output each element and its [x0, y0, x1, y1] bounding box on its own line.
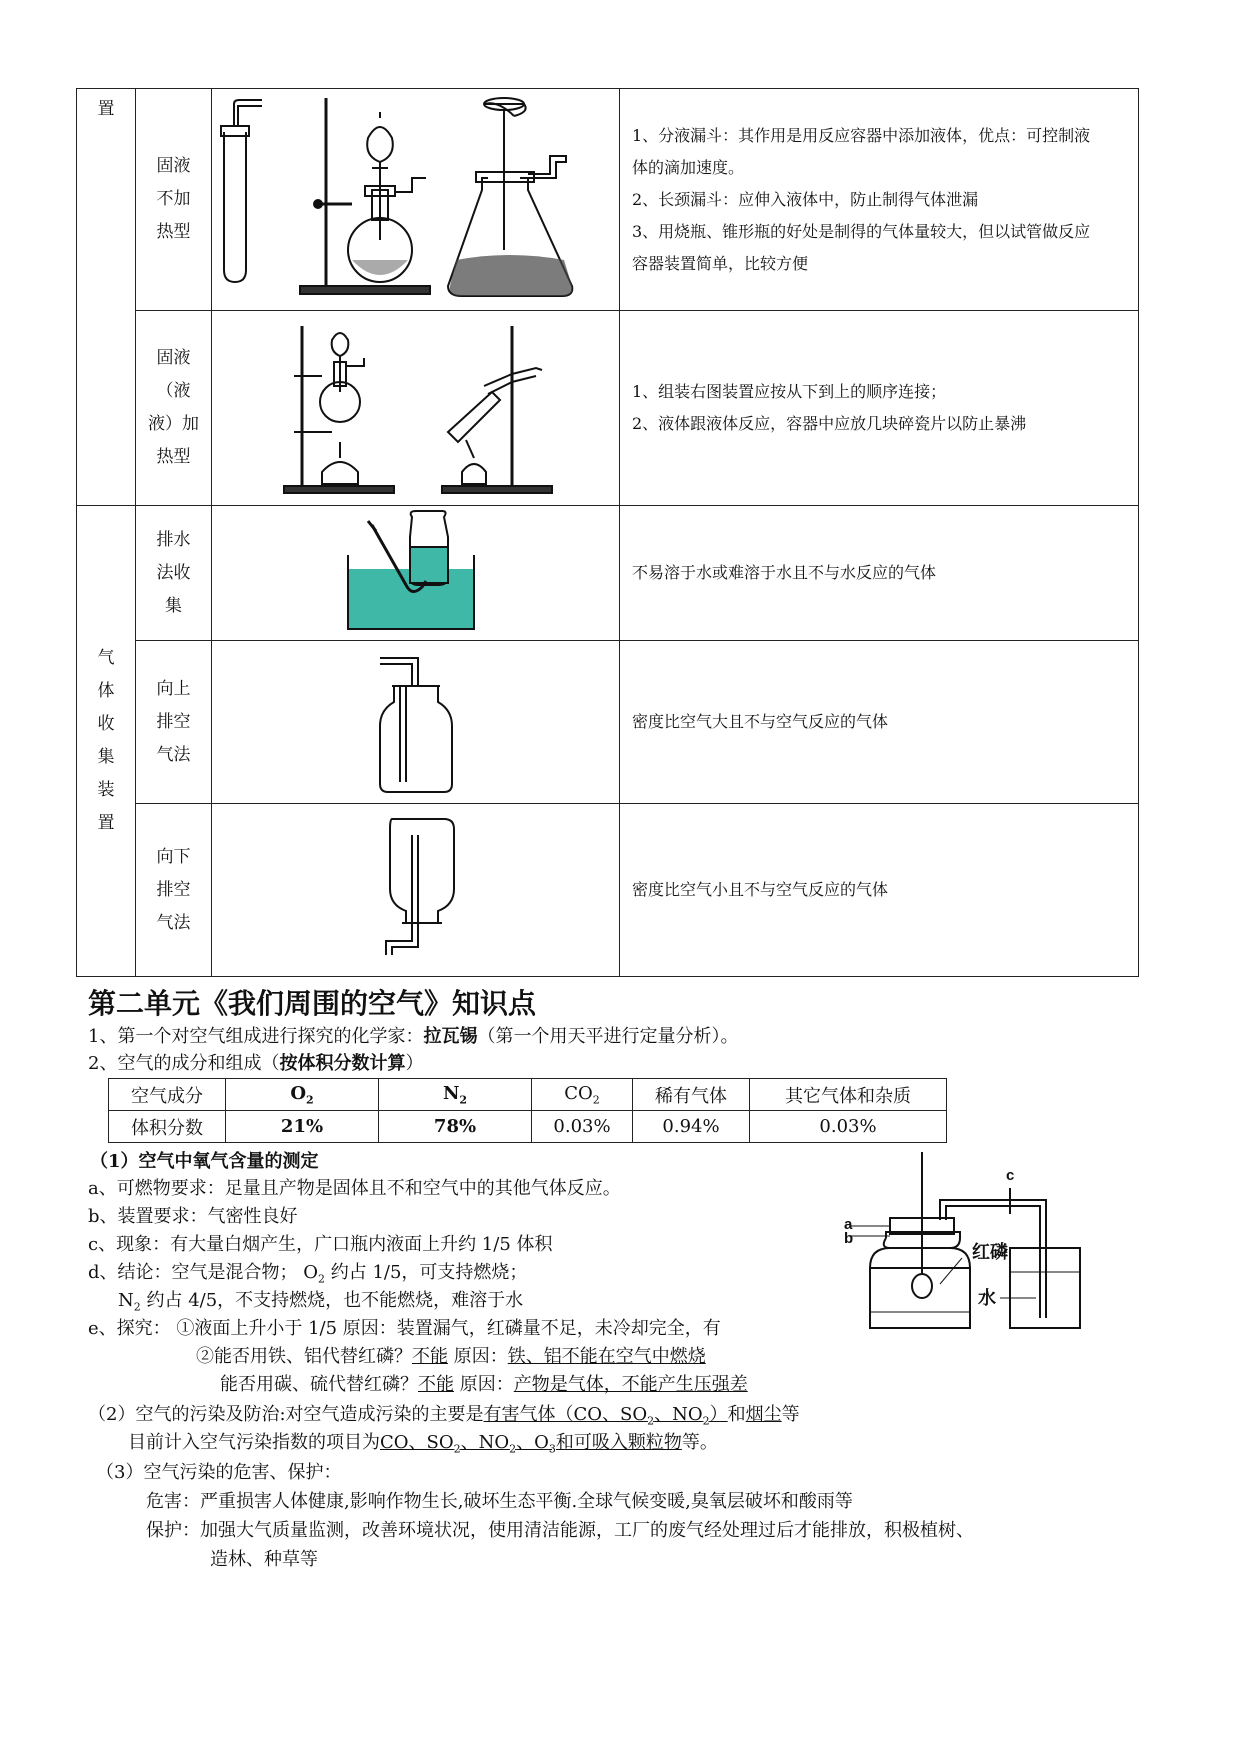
section-1-e3: 能否用碳、硫代替红磷？不能 原因：产物是气体，不能产生压强差 — [220, 1374, 748, 1395]
label-line: 排水 — [156, 529, 191, 550]
composition-row-label: 体积分数 — [109, 1111, 226, 1143]
subtype-solid-liquid-heated — [136, 311, 212, 506]
label-line: 热型 — [156, 447, 191, 467]
value-o2: 21% — [226, 1111, 379, 1143]
label-line: 向下 — [156, 846, 191, 867]
subtype-solid-liquid-unheated — [136, 89, 212, 311]
label-b: b — [844, 1230, 854, 1247]
item-2-prefix: 2、空气的成分和组成（ — [88, 1053, 280, 1074]
section-1-e1: e、探究： ①液面上升小于 1/5 原因：装置漏气，红磷量不足，未冷却完全，有 — [88, 1318, 721, 1339]
value-n2: 78% — [379, 1111, 532, 1143]
group-char: 置 — [97, 813, 115, 833]
label-line: 液）加 — [148, 414, 199, 434]
value-noble: 0.94% — [633, 1111, 750, 1143]
group-label-top: 置 — [97, 99, 115, 119]
subtype-upward-air — [136, 641, 212, 804]
note-line: 密度比空气大且不与空气反应的气体 — [632, 712, 889, 731]
group-char: 装 — [97, 780, 115, 800]
label-line: 排空 — [156, 711, 191, 732]
group-cell-top — [77, 89, 136, 506]
composition-table — [108, 1078, 947, 1143]
value-co2: 0.03% — [532, 1111, 633, 1143]
section-2-line-1: （2）空气的污染及防治:对空气造成污染的主要是有害气体（CO、$SO_2$、$NO_2$）和烟尘等 — [88, 1404, 800, 1428]
item-2-bold: 按体积分数计算 — [279, 1053, 406, 1074]
section-1-d2: $N_2$ 约占 4/5，不支持燃烧，也不能燃烧，难溶于水 — [118, 1290, 524, 1314]
note-line: 1、分液漏斗：其作用是用反应容器中添加液体，优点：可控制液 — [632, 125, 1091, 145]
figure-upward-air — [212, 641, 620, 804]
label-line: 向上 — [156, 678, 191, 699]
section-3-title: （3）空气污染的危害、保护： — [96, 1462, 342, 1483]
composition-col-noble: 稀有气体 — [633, 1079, 750, 1111]
composition-col-o2: $O_2$ — [226, 1079, 379, 1111]
notes-unheated — [620, 89, 1139, 311]
composition-col-other: 其它气体和杂质 — [750, 1079, 947, 1111]
figure-water-displacement — [212, 506, 620, 641]
group-char: 体 — [97, 681, 115, 701]
section-2-line-2: 目前计入空气污染指数的项目为CO、$SO_2$、$NO_2$、$O_3$和可吸入颗粒物等。 — [128, 1432, 718, 1456]
section-1-a: a、可燃物要求：足量且产物是固体且不和空气中的其他气体反应。 — [88, 1178, 621, 1199]
apparatus-table — [76, 88, 1139, 977]
downward-air-diagram — [212, 805, 618, 976]
item-1 — [88, 1023, 738, 1051]
label-line: 气法 — [156, 912, 191, 933]
figure-downward-air — [212, 804, 620, 977]
group-char: 气 — [97, 648, 115, 668]
label-line: 不加 — [156, 189, 191, 209]
table-row — [77, 311, 1139, 506]
subtype-water-displacement — [136, 506, 212, 641]
upward-air-diagram — [212, 642, 618, 803]
label-line: 固液 — [156, 156, 191, 176]
composition-header-label: 空气成分 — [109, 1079, 226, 1111]
figure-unheated-apparatus — [212, 89, 620, 311]
section-1-title: （1）空气中氧气含量的测定 — [90, 1151, 319, 1172]
note-line: 2、长颈漏斗：应伸入液体中，防止制得气体泄漏 — [632, 189, 979, 209]
group-cell-collection — [77, 506, 136, 977]
unheated-apparatus-diagram — [212, 90, 618, 310]
label-line: 法收 — [156, 562, 191, 583]
table-row — [77, 89, 1139, 311]
heated-apparatus-diagram — [212, 312, 618, 505]
section-3-protect-2: 造林、种草等 — [210, 1549, 318, 1570]
group-char: 收 — [97, 714, 115, 734]
chemist-name: 拉瓦锡 — [423, 1026, 478, 1047]
note-line: 3、用烧瓶、锥形瓶的好处是制得的气体量较大，但以试管做反应 — [632, 221, 1091, 241]
section-1-b: b、装置要求：气密性良好 — [88, 1206, 298, 1227]
note-line: 密度比空气小且不与空气反应的气体 — [632, 880, 889, 899]
group-label-collection — [77, 642, 135, 840]
water-displacement-diagram — [212, 507, 618, 640]
item-2-suffix: ） — [405, 1053, 424, 1074]
subtype-downward-air — [136, 804, 212, 977]
note-line: 1、组装右图装置应按从下到上的顺序连接； — [632, 382, 947, 401]
label-line: （液 — [156, 381, 191, 401]
label-red-phosphorus: 红磷 — [972, 1242, 1008, 1263]
table-row — [77, 506, 1139, 641]
composition-col-n2: $N_2$ — [379, 1079, 532, 1111]
label-line: 集 — [165, 595, 182, 616]
table-row — [77, 804, 1139, 977]
label-water: 水 — [978, 1288, 996, 1309]
section-1-d1: d、结论：空气是混合物； $O_2$ 约占 1/5，可支持燃烧； — [88, 1262, 528, 1286]
note-line: 2、液体跟液体反应，容器中应放几块碎瓷片以防止暴沸 — [632, 414, 1027, 433]
oxygen-measurement-diagram — [844, 1148, 1090, 1338]
section-3-protect-1: 保护：加强大气质量监测，改善环境状况，使用清洁能源，工厂的废气经处理过后才能排放，积极植树、 — [146, 1520, 974, 1541]
label-line: 热型 — [156, 222, 191, 242]
item-1-prefix: 1、第一个对空气组成进行探究的化学家： — [88, 1026, 424, 1047]
label-line: 排空 — [156, 879, 191, 900]
item-1-suffix: （第一个用天平进行定量分析）。 — [477, 1026, 739, 1047]
composition-col-co2: $CO_2$ — [532, 1079, 633, 1111]
notes-water-displacement — [620, 506, 1139, 641]
note-line: 体的滴加速度。 — [632, 157, 745, 177]
note-line: 不易溶于水或难溶于水且不与水反应的气体 — [632, 563, 937, 582]
item-2 — [88, 1050, 423, 1078]
label-a: a — [844, 1216, 853, 1233]
notes-heated — [620, 311, 1139, 506]
value-other: 0.03% — [750, 1111, 947, 1143]
table-row — [109, 1111, 947, 1143]
notes-downward-air — [620, 804, 1139, 977]
section-3-harm: 危害：严重损害人体健康,影响作物生长,破坏生态平衡.全球气候变暖,臭氧层破坏和酸雨等 — [146, 1491, 853, 1512]
section-1-c: c、现象：有大量白烟产生，广口瓶内液面上升约 1/5 体积 — [88, 1234, 553, 1255]
figure-heated-apparatus — [212, 311, 620, 506]
label-line: 气法 — [156, 744, 191, 765]
label-c: c — [1006, 1167, 1015, 1184]
notes-upward-air — [620, 641, 1139, 804]
note-line: 容器装置简单，比较方便 — [632, 253, 809, 273]
unit-title: 第二单元《我们周围的空气》知识点 — [88, 987, 537, 1020]
section-1-e2: ②能否用铁、铝代替红磷？不能 原因：铁、铝不能在空气中燃烧 — [196, 1346, 706, 1367]
table-row — [109, 1079, 947, 1111]
group-char: 集 — [97, 747, 115, 767]
table-row — [77, 641, 1139, 804]
label-line: 固液 — [156, 348, 191, 368]
